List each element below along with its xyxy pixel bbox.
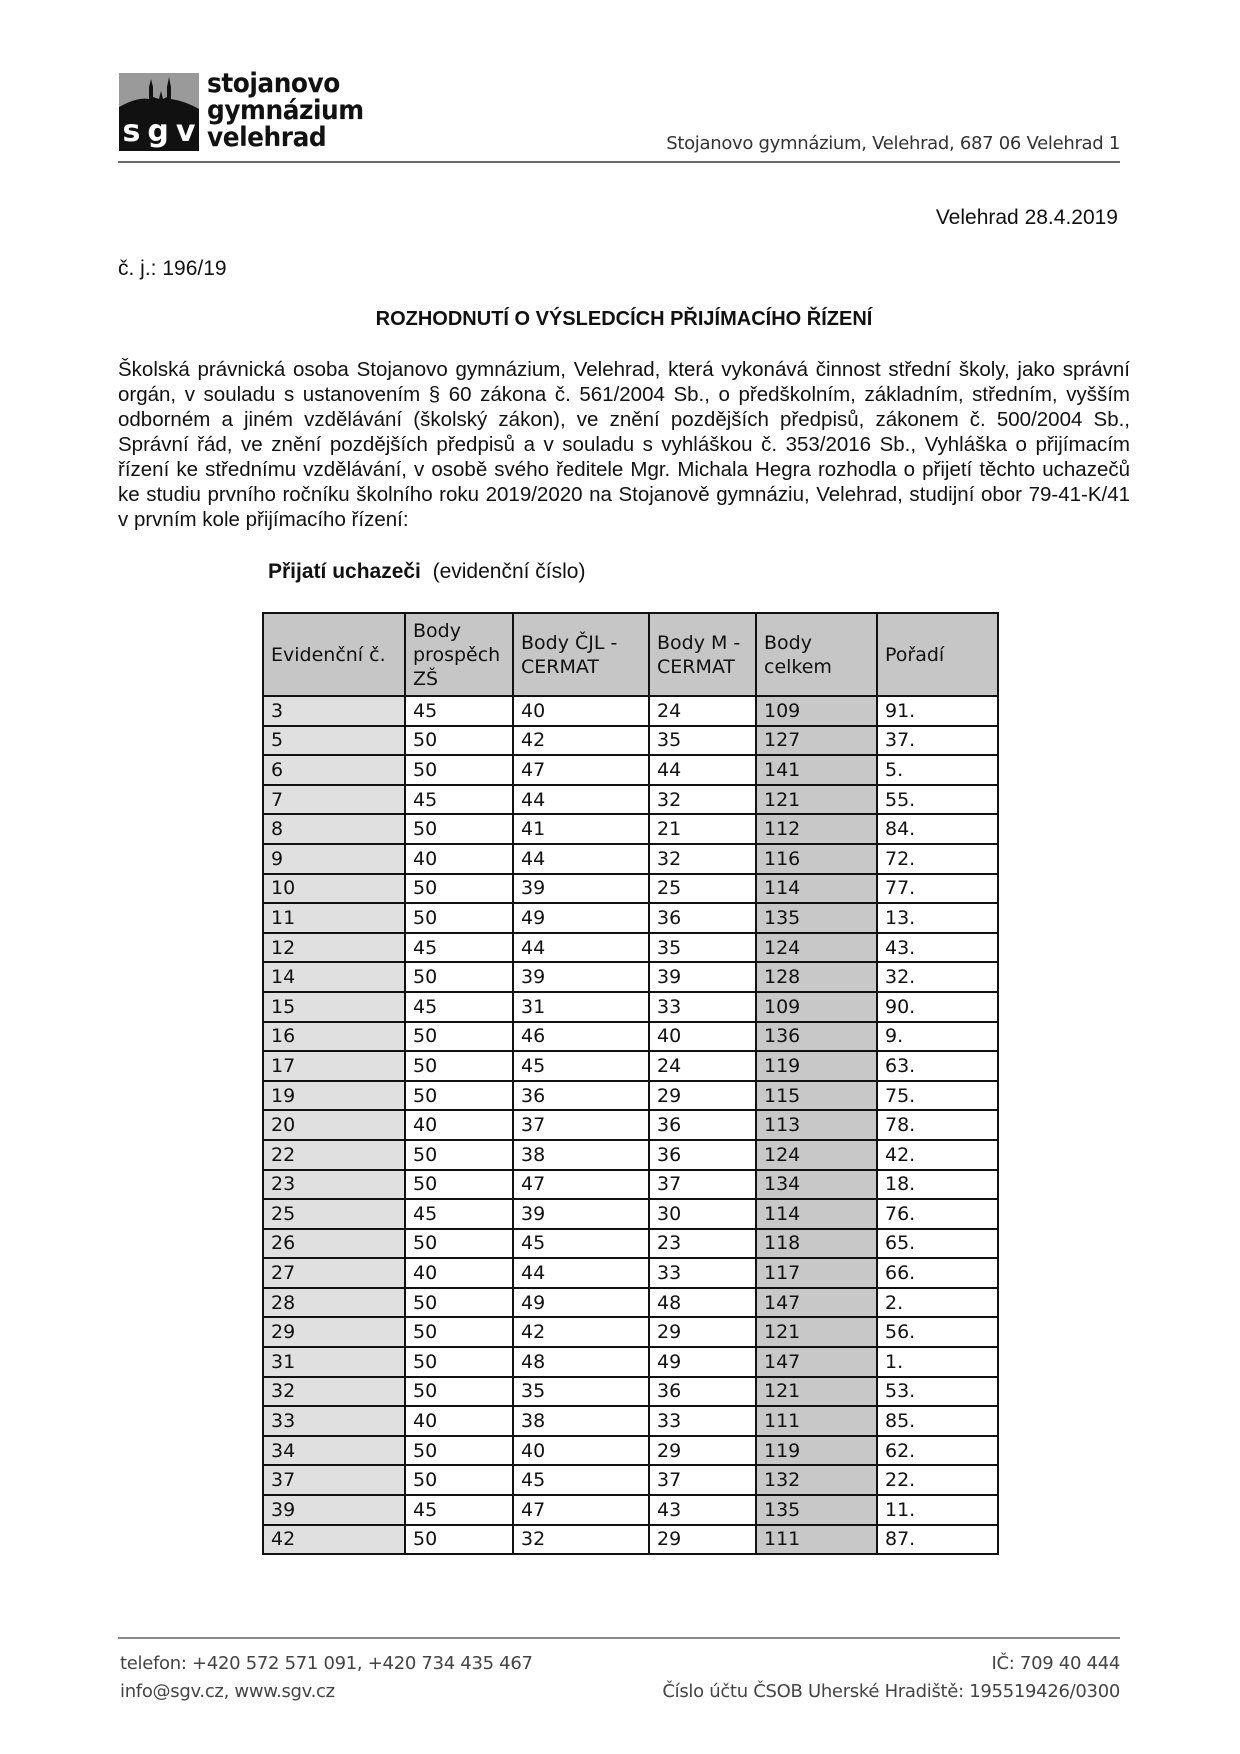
cell-rank: 87. [877,1525,998,1555]
cell-id: 22 [263,1140,405,1170]
table-caption-note: (evidenční číslo) [432,560,586,583]
table-row [263,1525,998,1555]
cell-rank: 78. [877,1110,998,1140]
col-header-czech-points: Body ČJL - CERMAT [513,613,649,696]
cell-school-points: 45 [405,696,513,726]
cell-czech-points: 31 [513,992,649,1022]
table-header-row [263,613,998,696]
cell-math-points: 36 [649,1110,756,1140]
cell-math-points: 33 [649,1258,756,1288]
logo-letter-v: v [175,114,196,149]
cell-math-points: 24 [649,1051,756,1081]
cell-total-points: 134 [756,1170,877,1200]
decision-paragraph: Školská právnická osoba Stojanovo gymnázium, Velehrad, která vykonává činnost střední školy, jako správní orgán, v souladu s ustanovením § 60 zákona č. 561/2004 Sb., o předškolním, základním, středním, vyšším odborném a jiném vzdělávání (školský zákon), ve znění pozdějších předpisů, zákonem č. 500/2004 Sb., Správní řád, ve znění pozdějších předpisů a v souladu s vyhláškou č. 353/2016 Sb., Vyhláška o přijímacím řízení ke střednímu vzdělávání, v osobě svého ředitele Mgr. Michala Hegra rozhodla o přijetí těchto uchazečů ke studiu prvního ročníku školního roku 2019/2020 na Stojanově gymnáziu, Velehrad, studijní obor 79-41-K/41 v prvním kole přijímacího řízení: [118,358,1130,531]
cell-rank: 32. [877,962,998,992]
table-row [263,1199,998,1229]
cell-math-points: 44 [649,755,756,785]
cell-czech-points: 37 [513,1110,649,1140]
cell-rank: 85. [877,1406,998,1436]
table-row [263,785,998,815]
cell-total-points: 113 [756,1110,877,1140]
table-row [263,1465,998,1495]
cell-total-points: 112 [756,814,877,844]
cell-total-points: 135 [756,1495,877,1525]
cell-math-points: 33 [649,1406,756,1436]
cell-school-points: 50 [405,1229,513,1259]
col-header-id: Evidenční č. [263,613,405,696]
cell-total-points: 121 [756,1317,877,1347]
cell-id: 42 [263,1525,405,1555]
cell-school-points: 50 [405,1347,513,1377]
cell-czech-points: 42 [513,726,649,756]
cell-school-points: 50 [405,962,513,992]
cell-czech-points: 44 [513,844,649,874]
table-row [263,874,998,904]
cell-total-points: 117 [756,1258,877,1288]
cell-czech-points: 47 [513,1495,649,1525]
school-logo-mark [119,73,199,151]
cell-rank: 11. [877,1495,998,1525]
cell-math-points: 43 [649,1495,756,1525]
cell-id: 14 [263,962,405,992]
table-row [263,1258,998,1288]
cell-czech-points: 48 [513,1347,649,1377]
cell-school-points: 45 [405,1199,513,1229]
cell-total-points: 119 [756,1436,877,1466]
cell-rank: 56. [877,1317,998,1347]
cell-math-points: 24 [649,696,756,726]
cell-school-points: 50 [405,1288,513,1318]
cell-id: 33 [263,1406,405,1436]
cell-school-points: 50 [405,1051,513,1081]
cell-total-points: 127 [756,726,877,756]
cell-total-points: 124 [756,1140,877,1170]
cell-id: 15 [263,992,405,1022]
cell-rank: 63. [877,1051,998,1081]
cell-total-points: 118 [756,1229,877,1259]
cell-czech-points: 32 [513,1525,649,1555]
cell-czech-points: 44 [513,785,649,815]
cell-rank: 77. [877,874,998,904]
cell-school-points: 40 [405,1110,513,1140]
cell-id: 6 [263,755,405,785]
col-header-total-points: Body celkem [756,613,877,696]
cell-czech-points: 49 [513,903,649,933]
cell-total-points: 147 [756,1288,877,1318]
cell-school-points: 50 [405,1436,513,1466]
cell-id: 20 [263,1110,405,1140]
cell-math-points: 37 [649,1465,756,1495]
cell-czech-points: 44 [513,933,649,963]
cell-id: 23 [263,1170,405,1200]
header-divider [118,161,1120,163]
table-row [263,1081,998,1111]
cell-czech-points: 35 [513,1377,649,1407]
cell-math-points: 32 [649,785,756,815]
cell-rank: 75. [877,1081,998,1111]
cell-school-points: 40 [405,1406,513,1436]
table-row [263,814,998,844]
cell-czech-points: 39 [513,1199,649,1229]
cell-id: 31 [263,1347,405,1377]
cell-rank: 2. [877,1288,998,1318]
cell-total-points: 109 [756,696,877,726]
footer-web: info@sgv.cz, www.sgv.cz [120,1681,335,1702]
cell-math-points: 32 [649,844,756,874]
table-row [263,696,998,726]
cell-math-points: 35 [649,726,756,756]
cell-math-points: 39 [649,962,756,992]
cell-total-points: 115 [756,1081,877,1111]
cell-czech-points: 40 [513,1436,649,1466]
cell-rank: 91. [877,696,998,726]
cell-total-points: 119 [756,1051,877,1081]
cell-total-points: 114 [756,874,877,904]
table-row [263,1229,998,1259]
cell-czech-points: 42 [513,1317,649,1347]
cell-total-points: 135 [756,903,877,933]
cell-total-points: 111 [756,1525,877,1555]
cell-math-points: 36 [649,903,756,933]
cell-rank: 55. [877,785,998,815]
cell-school-points: 50 [405,726,513,756]
cell-czech-points: 40 [513,696,649,726]
cell-total-points: 111 [756,1406,877,1436]
table-row [263,1406,998,1436]
cell-math-points: 25 [649,874,756,904]
cell-school-points: 45 [405,933,513,963]
cell-rank: 42. [877,1140,998,1170]
table-row [263,844,998,874]
cell-math-points: 35 [649,933,756,963]
cell-rank: 65. [877,1229,998,1259]
table-row [263,903,998,933]
table-row [263,755,998,785]
logo-line-1: stojanovo [207,68,340,99]
cell-czech-points: 45 [513,1051,649,1081]
cell-id: 34 [263,1436,405,1466]
cell-id: 10 [263,874,405,904]
cell-id: 32 [263,1377,405,1407]
cell-czech-points: 39 [513,962,649,992]
cell-total-points: 128 [756,962,877,992]
table-row [263,962,998,992]
table-row [263,992,998,1022]
cell-rank: 84. [877,814,998,844]
cell-total-points: 109 [756,992,877,1022]
table-row [263,1051,998,1081]
table-row [263,1377,998,1407]
cell-school-points: 50 [405,1465,513,1495]
header-address: Stojanovo gymnázium, Velehrad, 687 06 Velehrad 1 [666,133,1120,154]
table-caption-bold: Přijatí uchazeči [268,560,421,583]
cell-school-points: 50 [405,903,513,933]
cell-rank: 5. [877,755,998,785]
cell-school-points: 40 [405,1258,513,1288]
cell-total-points: 121 [756,785,877,815]
cell-czech-points: 41 [513,814,649,844]
cell-czech-points: 38 [513,1140,649,1170]
footer-ic: IČ: 709 40 444 [991,1653,1120,1674]
cell-math-points: 23 [649,1229,756,1259]
cell-school-points: 45 [405,785,513,815]
cell-math-points: 37 [649,1170,756,1200]
table-body [263,696,998,1554]
cell-id: 25 [263,1199,405,1229]
cell-total-points: 132 [756,1465,877,1495]
cell-id: 17 [263,1051,405,1081]
cell-rank: 13. [877,903,998,933]
cell-total-points: 147 [756,1347,877,1377]
cell-math-points: 29 [649,1436,756,1466]
cell-rank: 76. [877,1199,998,1229]
cell-school-points: 45 [405,1495,513,1525]
cell-total-points: 124 [756,933,877,963]
cell-school-points: 50 [405,814,513,844]
cell-total-points: 121 [756,1377,877,1407]
logo-letter-s: s [122,114,141,149]
cell-czech-points: 39 [513,874,649,904]
cell-rank: 22. [877,1465,998,1495]
school-logo-text [207,70,364,151]
logo-line-2: gymnázium [207,95,364,126]
cell-math-points: 29 [649,1081,756,1111]
table-caption [268,560,585,584]
cell-czech-points: 47 [513,1170,649,1200]
footer-contact [120,1650,533,1706]
cell-id: 39 [263,1495,405,1525]
cell-total-points: 116 [756,844,877,874]
cell-id: 37 [263,1465,405,1495]
cell-id: 5 [263,726,405,756]
cell-id: 11 [263,903,405,933]
cell-czech-points: 46 [513,1022,649,1052]
cell-czech-points: 44 [513,1258,649,1288]
cell-id: 7 [263,785,405,815]
cell-school-points: 50 [405,874,513,904]
cell-czech-points: 45 [513,1229,649,1259]
cell-school-points: 50 [405,1377,513,1407]
col-header-rank: Pořadí [877,613,998,696]
cell-rank: 9. [877,1022,998,1052]
table-row [263,726,998,756]
cell-total-points: 114 [756,1199,877,1229]
cell-math-points: 30 [649,1199,756,1229]
cell-id: 19 [263,1081,405,1111]
cell-math-points: 49 [649,1347,756,1377]
cell-id: 3 [263,696,405,726]
cell-rank: 90. [877,992,998,1022]
cell-id: 9 [263,844,405,874]
table-row [263,1288,998,1318]
cell-math-points: 33 [649,992,756,1022]
cell-math-points: 40 [649,1022,756,1052]
table-row [263,1495,998,1525]
cell-math-points: 21 [649,814,756,844]
cell-math-points: 36 [649,1377,756,1407]
cell-czech-points: 45 [513,1465,649,1495]
cell-math-points: 48 [649,1288,756,1318]
cell-school-points: 40 [405,844,513,874]
logo-letters [119,114,199,149]
cell-id: 27 [263,1258,405,1288]
cell-rank: 72. [877,844,998,874]
logo-line-3: velehrad [207,122,327,153]
cell-czech-points: 49 [513,1288,649,1318]
cell-school-points: 50 [405,1140,513,1170]
cell-id: 12 [263,933,405,963]
cell-id: 29 [263,1317,405,1347]
cell-math-points: 29 [649,1525,756,1555]
cell-math-points: 36 [649,1140,756,1170]
table-row [263,1170,998,1200]
cell-id: 28 [263,1288,405,1318]
footer-bank-account: Číslo účtu ČSOB Uherské Hradiště: 195519426/0300 [662,1681,1120,1702]
cell-rank: 1. [877,1347,998,1377]
footer-company-info [662,1650,1120,1706]
cell-school-points: 50 [405,1170,513,1200]
cell-czech-points: 38 [513,1406,649,1436]
cell-math-points: 29 [649,1317,756,1347]
cell-rank: 43. [877,933,998,963]
cell-rank: 66. [877,1258,998,1288]
cell-total-points: 141 [756,755,877,785]
col-header-school-points: Body prospěch ZŠ [405,613,513,696]
cell-id: 26 [263,1229,405,1259]
table-row [263,1140,998,1170]
logo-letter-g: g [147,114,169,149]
cell-school-points: 50 [405,1317,513,1347]
cell-total-points: 136 [756,1022,877,1052]
cell-rank: 18. [877,1170,998,1200]
cell-rank: 53. [877,1377,998,1407]
cell-id: 8 [263,814,405,844]
col-header-math-points: Body M - CERMAT [649,613,756,696]
table-row [263,1022,998,1052]
cell-rank: 37. [877,726,998,756]
document-date: Velehrad 28.4.2019 [935,206,1118,229]
table-row [263,1110,998,1140]
footer-phone: telefon: +420 572 571 091, +420 734 435 467 [120,1653,533,1674]
cell-school-points: 50 [405,1525,513,1555]
table-row [263,933,998,963]
cell-czech-points: 36 [513,1081,649,1111]
cell-school-points: 50 [405,1081,513,1111]
cell-czech-points: 47 [513,755,649,785]
cell-rank: 62. [877,1436,998,1466]
cell-school-points: 50 [405,1022,513,1052]
document-title: ROZHODNUTÍ O VÝSLEDCÍCH PŘIJÍMACÍHO ŘÍZENÍ [375,308,873,330]
table-row [263,1347,998,1377]
cell-id: 16 [263,1022,405,1052]
reference-number: č. j.: 196/19 [118,257,227,280]
cell-school-points: 45 [405,992,513,1022]
admitted-applicants-table [262,612,999,1555]
cell-school-points: 50 [405,755,513,785]
table-row [263,1436,998,1466]
footer-divider [118,1637,1120,1639]
table-row [263,1317,998,1347]
